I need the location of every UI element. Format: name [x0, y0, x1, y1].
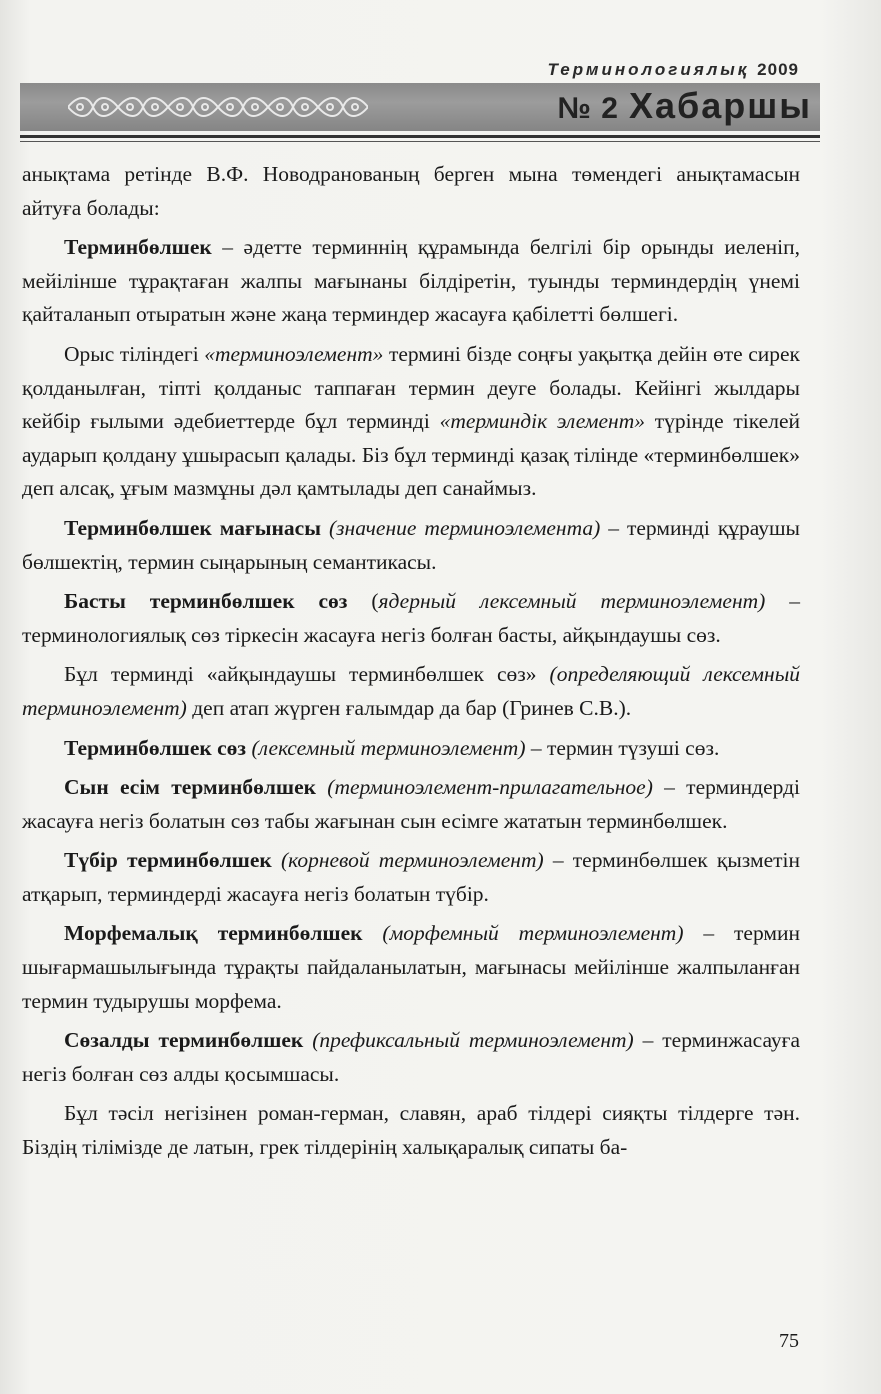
paragraph-text	[303, 1028, 312, 1052]
bulletin-name: Хабаршы	[628, 85, 812, 126]
header-rule-thick	[20, 135, 820, 138]
paragraph	[22, 1097, 800, 1164]
paragraph	[22, 338, 800, 506]
header-band	[20, 83, 820, 131]
paragraph-text	[363, 921, 383, 945]
term-heading: Терминбөлшек сөз	[64, 735, 247, 760]
russian-equivalent: (значение терминоэлемента)	[329, 515, 601, 540]
paragraph	[22, 844, 800, 911]
russian-equivalent: (морфемный терминоэлемент)	[382, 921, 684, 946]
bulletin-title	[558, 85, 813, 127]
russian-equivalent: (лексемный терминоэлемент)	[251, 735, 526, 760]
paragraph-text: деп атап жүрген ғалымдар да бар (Гринев С.В.).	[186, 695, 632, 720]
paragraph	[22, 658, 800, 725]
paragraph-text: – термин шығармашылығында тұрақты пайдаланылатын, мағынасы мейілінше жалпыланған термин тудырушы морфема.	[22, 921, 801, 1013]
paragraph-text: Орыс тіліндегі	[64, 341, 205, 366]
russian-equivalent: ядерный лексемный терминоэлемент)	[378, 589, 766, 614]
russian-equivalent: «терминоэлемент»	[204, 341, 384, 366]
paragraph-text: – терминжасауға негіз болған сөз алды қосымшасы.	[22, 1028, 801, 1086]
article-body	[22, 158, 800, 1171]
term-heading: Басты терминбөлшек сөз	[64, 589, 348, 614]
paragraph-text: – әдетте терминнің құрамында белгілі бір орынды иеленіп, мейілінше тұрақтаған жалпы мағынаны білдіретін, туынды терминдердің үнемі қайталанып отыратын және жаңа терминдер жасауға қабілетті бөлшегі.	[22, 235, 800, 327]
ornament-pattern-icon	[68, 91, 368, 123]
paragraph	[22, 732, 800, 766]
paragraph-text	[321, 516, 329, 540]
russian-equivalent: (префиксальный терминоэлемент)	[312, 1028, 634, 1053]
paragraph-text: (	[347, 589, 379, 614]
paragraph-text: – терминологиялық сөз тіркесін жасауға негіз болған басты, айқындаушы сөз.	[22, 589, 800, 647]
paragraph-text	[272, 848, 281, 872]
paragraph-text: – терминдерді жасауға негіз болатын сөз табы жағынан сын есімге жататын терминбөлшек.	[22, 775, 801, 833]
paragraph-text: түрінде тікелей аударып қолдану ұшырасып қалады. Біз бұл терминді қазақ тілінде «терминбөлшек» деп алсақ, ұғым мазмұны дәл қамтылады деп санаймыз.	[22, 409, 800, 501]
paragraph	[22, 771, 800, 838]
issue-number: № 2	[557, 92, 619, 125]
paragraph-text: термині бізде соңғы уақытқа дейін өте сирек қолданылған, тіпті қолданыс таппаған термин деуге болады. Кейінгі жылдары кейбір ғылыми әдебиеттерде бұл терминді	[22, 341, 800, 434]
paragraph-text	[316, 775, 327, 799]
paragraph	[22, 1024, 800, 1091]
paragraph	[22, 512, 800, 579]
term-heading: Терминбөлшек	[64, 235, 212, 260]
paragraph-text: Бұл тәсіл негізінен роман-герман, славян, араб тілдері сияқты тілдерге тән. Біздің тілімізде де латын, грек тілдерінің халықаралық сипаты ба-	[22, 1101, 800, 1160]
paragraph-text: – терминбөлшек қызметін атқарып, терминдерді жасауға негіз болатын түбір.	[22, 848, 800, 906]
journal-name	[548, 60, 799, 80]
russian-equivalent: (определяющий лексемный терминоэлемент)	[22, 662, 801, 720]
journal-title: Терминологиялық	[547, 60, 750, 79]
russian-equivalent: (корневой терминоэлемент)	[280, 848, 544, 873]
term-heading: Терминбөлшек мағынасы	[64, 515, 322, 540]
russian-equivalent: (терминоэлемент-прилагательное)	[327, 775, 653, 800]
paragraph	[22, 158, 800, 225]
paragraph-text: Бұл терминді «айқындаушы терминбөлшек сөз»	[64, 662, 550, 687]
paragraph	[22, 917, 800, 1018]
journal-year: 2009	[757, 60, 799, 79]
term-heading: Морфемалық терминбөлшек	[64, 921, 363, 946]
paragraph-text: – терминді құраушы бөлшектің, термин сыңарының семантикасы.	[22, 515, 801, 574]
page-number: 75	[779, 1330, 799, 1352]
header-rule-thin	[20, 141, 820, 142]
russian-equivalent: «терминдік элемент»	[439, 409, 645, 434]
term-heading: Сөзалды терминбөлшек	[64, 1028, 304, 1053]
paragraph-text: анықтама ретінде В.Ф. Новодранованың берген мына төмендегі анықтамасын айтуға болады:	[22, 162, 800, 220]
paragraph-text: – термин түзуші сөз.	[525, 735, 720, 760]
paragraph	[22, 231, 800, 332]
term-heading: Түбір терминбөлшек	[64, 848, 272, 873]
term-heading: Сын есім терминбөлшек	[64, 775, 317, 800]
paragraph	[22, 585, 800, 652]
